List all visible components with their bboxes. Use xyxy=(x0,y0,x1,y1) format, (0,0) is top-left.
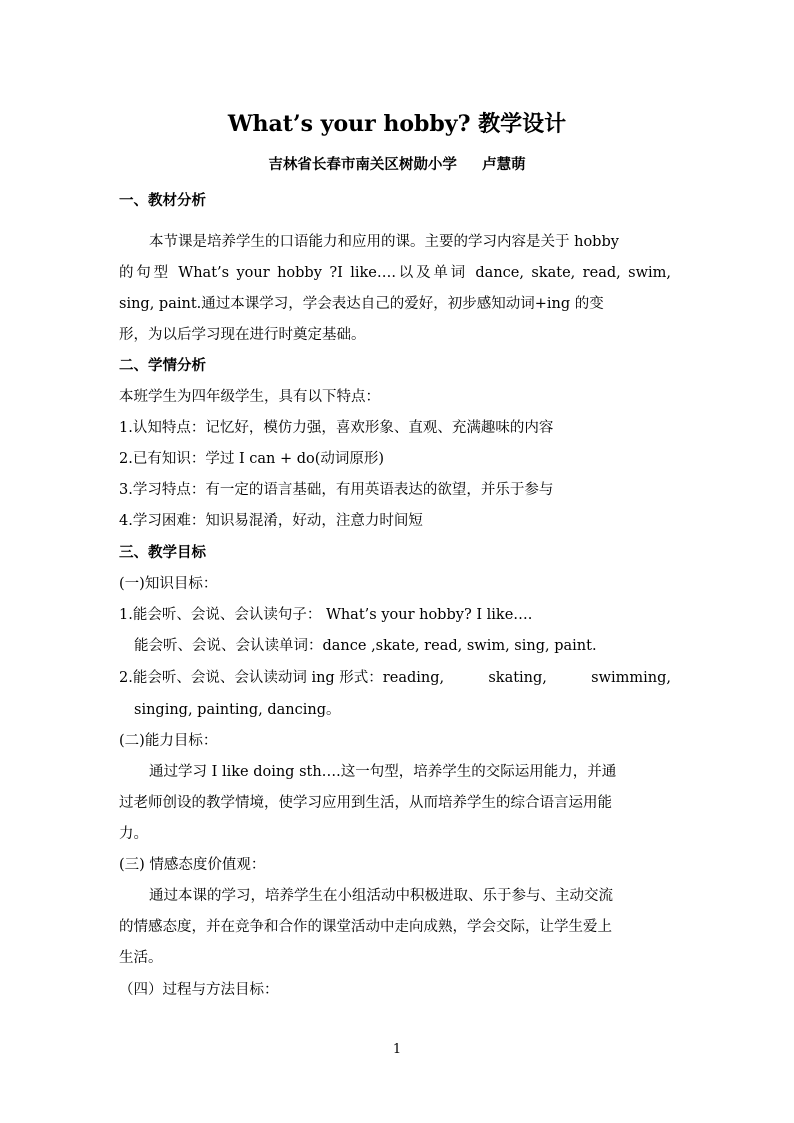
section-heading-students: 二、学情分析 xyxy=(119,357,206,374)
document-title: What’s your hobby? 教学设计 xyxy=(227,111,567,137)
paragraph-line: 本节课是培养学生的口语能力和应用的课。主要的学习内容是关于 hobby xyxy=(149,234,619,250)
section-heading-materials: 一、教材分析 xyxy=(119,192,206,209)
paragraph-line: 力。 xyxy=(119,826,148,842)
paragraph-line: 通过学习 I like doing sth….这一句型，培养学生的交际运用能力，并通 xyxy=(149,764,617,780)
word-group: swimming, xyxy=(591,670,671,686)
list-item: 本班学生为四年级学生，具有以下特点： xyxy=(119,389,380,405)
list-item: 3.学习特点：有一定的语言基础，有用英语表达的欲望，并乐于参与 xyxy=(119,482,554,498)
author-line: 吉林省长春市南关区树勋小学 卢慧萌 xyxy=(268,156,526,173)
subsection-heading-attitude: (三) 情感态度价值观： xyxy=(119,857,266,873)
list-item: 能会听、会说、会认读单词：dance ,skate, read, swim, sing, paint. xyxy=(134,638,597,654)
list-item: 4.学习困难：知识易混淆，好动，注意力时间短 xyxy=(119,513,423,529)
list-item: singing, painting, dancing。 xyxy=(134,702,341,718)
subsection-heading-ability: (二)能力目标： xyxy=(119,733,218,749)
word-group: 2.能会听、会说、会认读动词 ing 形式：reading, xyxy=(119,670,445,686)
subsection-heading-knowledge: (一)知识目标： xyxy=(119,576,218,592)
list-item: 2.已有知识：学过 I can + do(动词原形) xyxy=(119,451,385,467)
list-item xyxy=(119,666,671,690)
list-item: 1.能会听、会说、会认读句子： What’s your hobby? I like…. xyxy=(119,607,533,623)
paragraph-line: 通过本课的学习，培养学生在小组活动中积极进取、乐于参与、主动交流 xyxy=(149,888,613,904)
paragraph-line: 过老师创设的教学情境，使学习应用到生活，从而培养学生的综合语言运用能 xyxy=(119,795,612,811)
list-item: 1.认知特点：记忆好，模仿力强，喜欢形象、直观、充满趣味的内容 xyxy=(119,420,554,436)
page-number: 1 xyxy=(392,1042,402,1057)
subsection-heading-process: （四）过程与方法目标： xyxy=(119,982,279,998)
word-group: skating, xyxy=(488,670,547,686)
paragraph-line: 的句型 What’s your hobby ?I like….以及单词 dance, skate, read, swim, xyxy=(119,265,671,281)
paragraph-line: 形，为以后学习现在进行时奠定基础。 xyxy=(119,327,366,343)
paragraph-line: 生活。 xyxy=(119,950,163,966)
section-heading-objectives: 三、教学目标 xyxy=(119,544,206,561)
paragraph-line: sing, paint.通过本课学习，学会表达自己的爱好，初步感知动词+ing 的变 xyxy=(119,296,604,312)
paragraph-line: 的情感态度，并在竞争和合作的课堂活动中走向成熟，学会交际，让学生爱上 xyxy=(119,919,612,935)
